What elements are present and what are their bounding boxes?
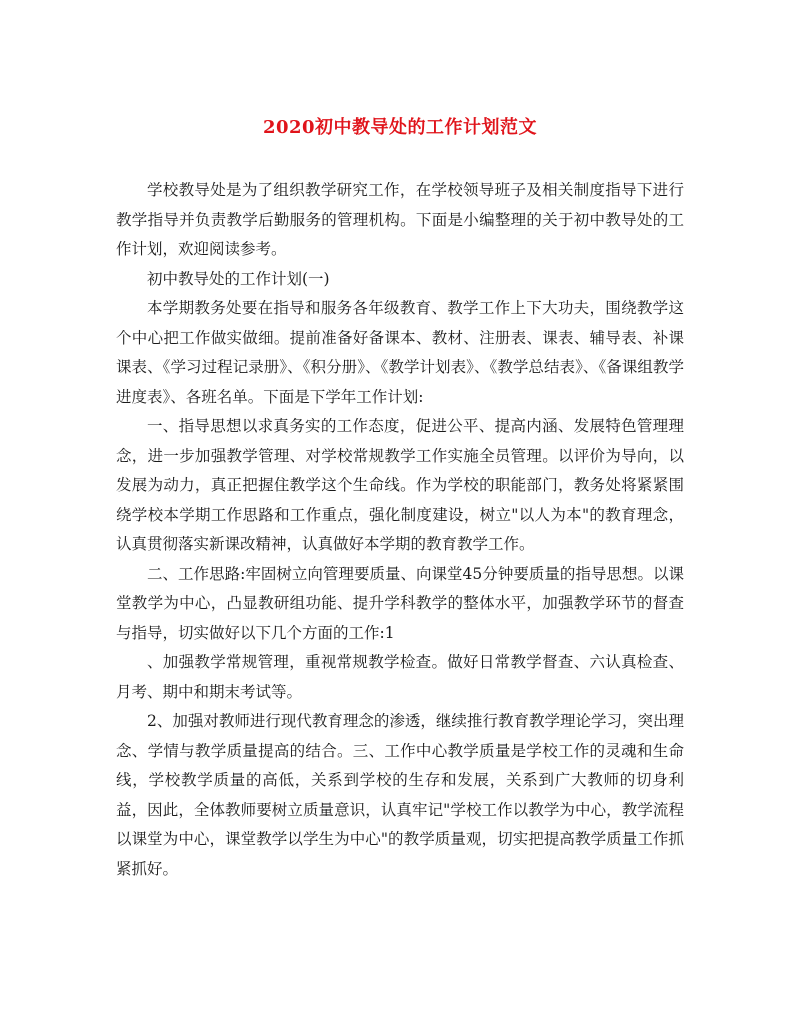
paragraph-education-concepts: 2、加强对教师进行现代教育理念的渗透，继续推行教育教学理论学习，突出理念、学情与教学质量提高的结合。三、工作中心教学质量是学校工作的灵魂和生命线，学校教学质量的高低，关系到学校的生存和发展，关系到广大教师的切身利益，因此，全体教师要树立质量意识，认真牢记"学校工作以教学为中心，教学流程以课堂为中心，课堂教学以学生为中心"的教学质量观，切实把提高教学质量工作抓紧抓好。 [116, 712, 684, 878]
document-body [116, 176, 684, 884]
paragraph-work-approach: 二、工作思路:牢固树立向管理要质量、向课堂45分钟要质量的指导思想。以课堂教学为中心，凸显教研组功能、提升学科教学的整体水平，加强教学环节的督查与指导，切实做好以下几个方面的工作:1 [116, 564, 684, 642]
paragraph-overview: 本学期教务处要在指导和服务各年级教育、教学工作上下大功夫，围绕教学这个中心把工作做实做细。提前准备好备课本、教材、注册表、课表、辅导表、补课课表、《学习过程记录册》、《积分册》、《教学计划表》、《教学总结表》、《备课组教学进度表》、各班名单。下面是下学年工作计划: [116, 299, 684, 406]
document-title: 2020初中教导处的工作计划范文 [262, 117, 538, 138]
paragraph-guiding-ideology: 一、指导思想以求真务实的工作态度，促进公平、提高内涵、发展特色管理理念，进一步加强教学管理、对学校常规教学工作实施全员管理。以评价为导向，以发展为动力，真正把握住教学这个生命线。作为学校的职能部门，教务处将紧紧围绕学校本学期工作思路和工作重点，强化制度建设，树立"以人为本"的教育理念，认真贯彻落实新课改精神，认真做好本学期的教育教学工作。 [116, 417, 684, 553]
paragraph-intro: 学校教导处是为了组织教学研究工作，在学校领导班子及相关制度指导下进行教学指导并负责教学后勤服务的管理机构。下面是小编整理的关于初中教导处的工作计划，欢迎阅读参考。 [116, 181, 684, 258]
paragraph-routine-management: 、加强教学常规管理，重视常规教学检查。做好日常教学督查、六认真检查、月考、期中和期末考试等。 [116, 653, 684, 701]
paragraph-section-heading: 初中教导处的工作计划(一) [147, 269, 330, 288]
